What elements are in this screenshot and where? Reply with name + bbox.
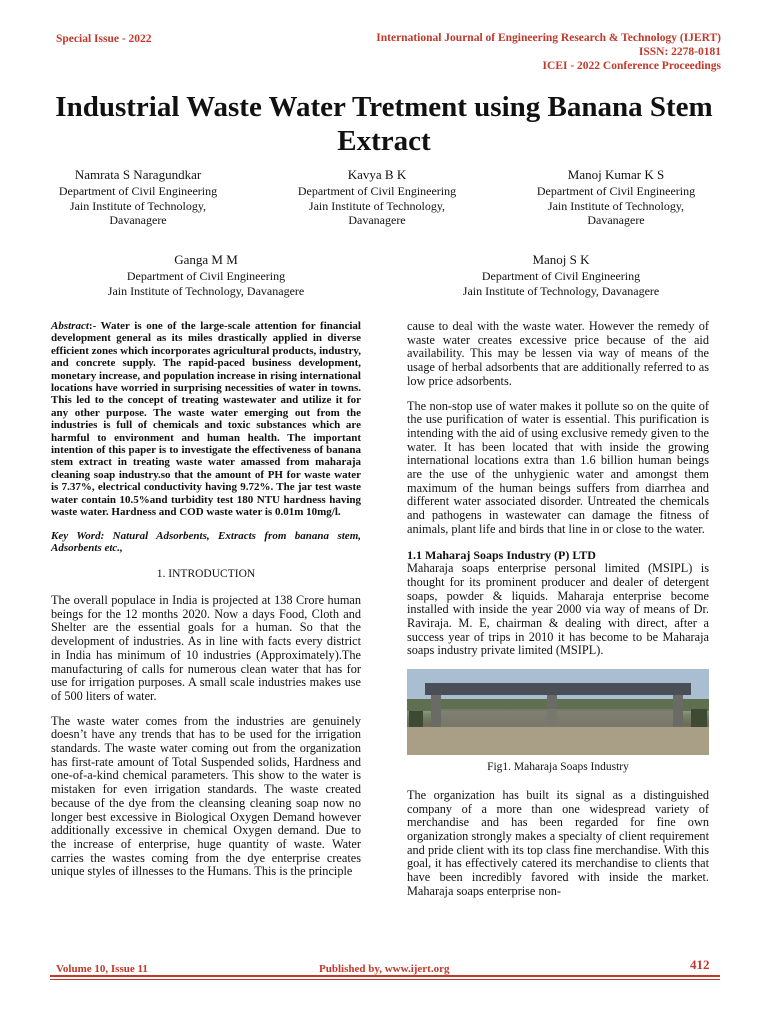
right-column: [407, 320, 709, 910]
footer-rule: [50, 975, 720, 977]
paper-title: Industrial Waste Water Tretment using Banana Stem Extract: [55, 91, 713, 157]
author-institute: Jain Institute of Technology,: [69, 198, 207, 213]
abstract-text: :- Water is one of the large-scale attention for financial development general as its miles drastically applied in diverse efficient zones which incorporates agricultural products, industry, and concrete supply. The rapid-paced business development, monetary increase, and population increase in rising international locations have worried in surprising necessities of water in towns. This led to the concept of treating wastewater and utilize it for any other purpose. The waste water emerging out from the industries is full of chemicals and toxic substances which are harmful to environment and human health. The important intention of this paper is to investigate the effectiveness of banana stem extract in treating waste water amassed from maharaja cleaning soap industry.so that the amount of PH for waste water is 7.37%, electrical conductivity having 9.72%. The jar test waste water contain 10.5%and turbidity test 180 NTU hardness having waste water. Hardness and COD waste water is 0.01m 10mg/l.: [51, 320, 361, 519]
author-name: Manoj Kumar K S: [567, 167, 665, 182]
figure-caption: Fig1. Maharaja Soaps Industry: [487, 761, 629, 774]
footer-volume: Volume 10, Issue 11: [56, 963, 148, 975]
body-paragraph: The organization has built its signal as a distinguished company of a more than one widespread variety of merchandise and has been regarded for fine own organization strongly makes a specialty of client requirement and pride client with its top class fine merchandise. With this goal, it has effectively catered its merchandise to clients that have been incredibly favored with inside the market. Maharaja soaps enterprise non-: [407, 787, 709, 898]
author-department: Department of Civil Engineering: [126, 269, 286, 283]
author-name: Ganga M M: [174, 252, 238, 267]
journal-header: [376, 31, 721, 73]
special-issue-label: Special Issue - 2022: [56, 33, 152, 45]
industry-photo: [407, 669, 709, 755]
author-city: Davanagere: [348, 213, 406, 227]
abstract: [51, 320, 361, 519]
author-block: [277, 166, 477, 228]
author-department: Department of Civil Engineering: [297, 184, 457, 198]
page-number: 412: [690, 957, 710, 972]
author-department: Department of Civil Engineering: [481, 269, 641, 283]
author-name: Namrata S Naragundkar: [74, 167, 202, 182]
factory-gate-illustration: [407, 669, 709, 755]
section-heading-introduction: 1. INTRODUCTION: [156, 568, 256, 581]
abstract-label: Abstract: [51, 320, 89, 332]
author-city: Davanagere: [109, 213, 167, 227]
author-institute: Jain Institute of Technology,: [547, 198, 685, 213]
subsection-heading: 1.1 Maharaj Soaps Industry (P) LTD: [407, 547, 596, 562]
body-paragraph: The non-stop use of water makes it pollute so on the quite of the use purification of water is essential. This purification is intending with the aid of using exclusive remedy given to the water. It has been located that with inside the growing international locations extra than 1.6 billion human beings are the use of the unhygienic water and amongst them maximum of the human beings suffers from diarrhea and different water associated disorder. Untreated the chemicals and pathogens in wastewater can damage the fitness of animals, plant life and birds that line in or close to the water.: [407, 398, 709, 536]
conference-proceedings: ICEI - 2022 Conference Proceedings: [542, 60, 721, 72]
body-paragraph: Maharaja soaps enterprise personal limited (MSIPL) is thought for its prominent producer and dealer of detergent soaps, powder & liquids. Maharaja enterprise become installed with inside the year 2000 via way of means of Dr. Raviraja. M. E, chairman & dealing with direct, after a success year of trips in 2010 it has become to be Maharaja soaps industry private limited (MSIPL).: [407, 561, 709, 658]
author-block: [66, 251, 346, 298]
author-institute: Jain Institute of Technology,: [308, 198, 446, 213]
issn: ISSN: 2278-0181: [638, 46, 721, 58]
author-institute: Jain Institute of Technology, Davanagere: [107, 283, 305, 298]
left-column: [51, 320, 361, 890]
author-department: Department of Civil Engineering: [58, 184, 218, 198]
author-name: Manoj S K: [532, 252, 590, 267]
author-name: Kavya B K: [347, 167, 407, 182]
author-city: Davanagere: [587, 213, 645, 227]
body-paragraph: The overall populace in India is projected at 138 Crore human beings for the 12 months 2020. Now a days Food, Cloth and Shelter are the essential goals for a human. So that the development of industries. As in line with facts every district in India has minimum of 10 industries (Approximately).The manufacturing of calls for numerous clean water that has for use for irrigation purposes. A small scale industries makes use of 500 liters of water.: [51, 593, 361, 703]
body-paragraph: cause to deal with the waste water. However the remedy of waste water creates excessive price because of the aid availability. This may be lessen via way of means of the usage of herbal adsorbents that are additionally referred to as low price adsorbents.: [407, 319, 709, 388]
author-department: Department of Civil Engineering: [536, 184, 696, 198]
author-block: [421, 251, 701, 298]
author-block: [516, 166, 716, 228]
footer-rule-thin: [50, 979, 720, 980]
journal-name: International Journal of Engineering Research & Technology (IJERT): [376, 32, 721, 44]
keywords: Key Word: Natural Adsorbents, Extracts from banana stem, Adsorbents etc.,: [51, 529, 361, 554]
author-institute: Jain Institute of Technology, Davanagere: [462, 283, 660, 298]
body-paragraph: The waste water comes from the industries are genuinely doesn’t have any trends that has to be used for the irrigation standards. The waste water coming out from the organization has first-rate amount of Total Suspended solids, Hardness and one-of-a-kind chemical parameters. This show to the water is mistaken for even irrigation standards. The waste created because of the dye from the cleansing cleaning soap now no longer best excessive in Biological Oxygen Demand however additionally excessive in chemical Oxygen demand. Due to the increase of enterprise, huge quantity of waste. Water carries the wastes coming from the dye enterprise creates unique styles of illnesses to the Humans. This is the principle: [51, 713, 361, 879]
author-block: [38, 166, 238, 228]
footer-publisher[interactable]: Published by, www.ijert.org: [319, 963, 450, 975]
